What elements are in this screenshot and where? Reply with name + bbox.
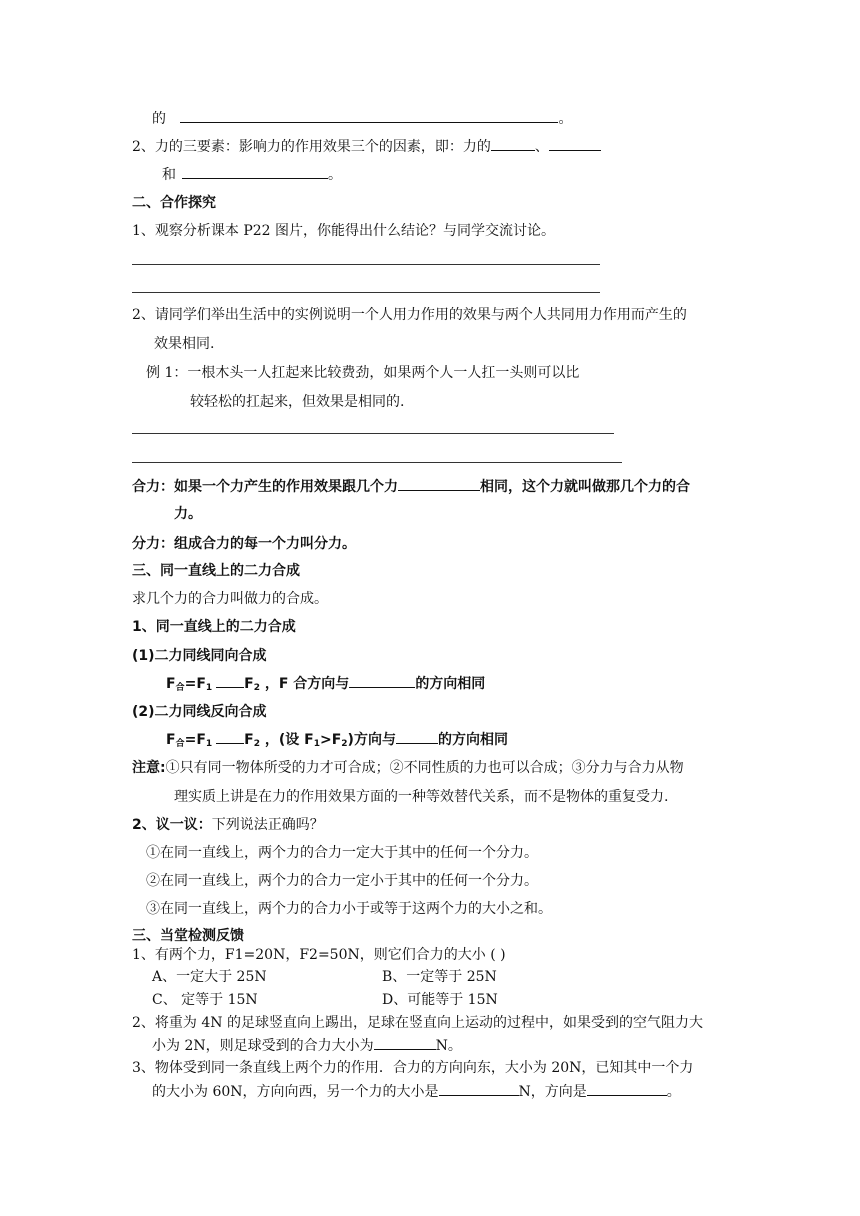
resultant-force-definition-cont: 力。 xyxy=(174,506,202,522)
answer-blank[interactable] xyxy=(216,673,244,688)
answer-rule[interactable] xyxy=(132,433,614,434)
separator: 、 xyxy=(534,139,549,155)
answer-blank[interactable] xyxy=(182,164,328,179)
answer-blank[interactable] xyxy=(587,1081,667,1096)
section-title: 三、同一直线上的二力合成 xyxy=(132,563,300,579)
component-force-definition: 分力：组成合力的每一个力叫分力。 xyxy=(132,536,356,552)
test-question-3-cont xyxy=(152,1081,681,1102)
formula-text: ，F 合方向与 xyxy=(264,676,350,692)
answer-blank[interactable] xyxy=(439,1081,519,1096)
opposite-direction-formula xyxy=(166,729,508,754)
composition-definition: 求几个力的合力叫做力的合成。 xyxy=(132,591,328,607)
answer-blank[interactable] xyxy=(349,673,415,688)
formula-text: =F xyxy=(184,732,206,748)
option-b[interactable]: B、一定等于 25N xyxy=(382,969,497,985)
question-text: 2、力的三要素：影响力的作用效果三个的因素，即：力的 xyxy=(132,139,491,155)
answer-rule[interactable] xyxy=(132,462,622,463)
same-direction-title: (1)二力同线同向合成 xyxy=(132,648,267,664)
formula-text: 的方向相同 xyxy=(415,676,486,692)
note-line-cont: 理实质上讲是在力的作用效果方面的一种等效替代关系，而不是物体的重复受力. xyxy=(174,789,669,805)
resultant-force-definition xyxy=(132,476,690,497)
formula-subscript: 合 xyxy=(175,683,185,693)
test-question-3: 3、物体受到同一条直线上两个力的作用．合力的方向向东，大小为 20N，已知其中一个力 xyxy=(132,1060,694,1076)
definition-text: 合力：如果一个力产生的作用效果跟几个力 xyxy=(132,479,398,495)
answer-rule[interactable] xyxy=(132,264,600,265)
formula-text: )方向与 xyxy=(347,732,396,748)
question-text: 的大小为 60N，方向向西，另一个力的大小是 xyxy=(152,1084,439,1100)
discussion-prompt xyxy=(132,815,324,835)
answer-blank[interactable] xyxy=(549,136,601,151)
answer-blank[interactable] xyxy=(491,136,535,151)
statement-3: ③在同一直线上，两个力的合力小于或等于这两个力的大小之和。 xyxy=(146,901,552,917)
question-text: 。 xyxy=(666,1084,681,1100)
question-text: 和 xyxy=(162,167,176,183)
question-observe: 1、观察分析课本 P22 图片，你能得出什么结论？与同学交流讨论。 xyxy=(132,223,556,239)
formula-subscript: 1 xyxy=(313,739,320,749)
test-question-1: 1、有两个力，F1=20N，F2=50N，则它们合力的大小 ( ) xyxy=(132,947,506,963)
line-suffix: 。 xyxy=(328,167,342,183)
formula-text: =F xyxy=(184,676,206,692)
example-text-cont: 较轻松的扛起来，但效果是相同的. xyxy=(190,394,405,410)
opposite-direction-title: (2)二力同线反向合成 xyxy=(132,704,267,720)
option-c[interactable]: C、 定等于 15N xyxy=(152,992,258,1008)
question-examples: 2、请同学们举出生活中的实例说明一个人用力作用的效果与两个人共同用力作用而产生的 xyxy=(132,307,687,323)
answer-blank[interactable] xyxy=(398,476,480,491)
subsection-title: 1、同一直线上的二力合成 xyxy=(132,619,296,635)
formula-text: F xyxy=(244,676,254,692)
formula-text: ，(设 F xyxy=(264,732,314,748)
question-text: 小为 2N，则足球受到的合力大小为 xyxy=(152,1038,374,1054)
section-title: 二、合作探究 xyxy=(132,195,216,211)
formula-subscript: 1 xyxy=(205,739,213,749)
formula-subscript: 2 xyxy=(341,739,348,749)
example-text: 例 1：一根木头一人扛起来比较费劲，如果两个人一人扛一头则可以比 xyxy=(146,365,580,381)
note-label: 注意: xyxy=(132,760,166,776)
formula-subscript: 2 xyxy=(253,683,260,693)
formula-text: >F xyxy=(319,732,342,748)
answer-rule[interactable] xyxy=(132,292,600,293)
statement-2: ②在同一直线上，两个力的合力一定小于其中的任何一个分力。 xyxy=(146,873,538,889)
formula-subscript: 合 xyxy=(175,739,185,749)
line-suffix: 。 xyxy=(558,111,573,127)
question-text: N，方向是 xyxy=(518,1084,587,1100)
formula-text: 的方向相同 xyxy=(437,732,508,748)
question-examples-cont: 效果相同. xyxy=(154,336,215,352)
answer-blank[interactable] xyxy=(374,1035,436,1050)
formula-text: F xyxy=(166,732,176,748)
statement-1: ①在同一直线上，两个力的合力一定大于其中的任何一个分力。 xyxy=(146,845,538,861)
three-elements-question xyxy=(132,136,601,157)
formula-text: F xyxy=(244,732,254,748)
same-direction-formula xyxy=(166,673,485,698)
note-text: ①只有同一物体所受的力才可合成；②不同性质的力也可以合成；③分力与合力从物 xyxy=(165,760,684,776)
test-question-2-cont xyxy=(152,1035,462,1056)
line-prefix: 的 xyxy=(152,111,166,127)
option-d[interactable]: D、可能等于 15N xyxy=(382,992,498,1008)
answer-blank[interactable] xyxy=(396,729,438,744)
formula-subscript: 2 xyxy=(253,739,260,749)
test-question-2: 2、将重为 4N 的足球竖直向上踢出，足球在竖直向上运动的过程中，如果受到的空气阻力大 xyxy=(132,1015,703,1031)
definition-text: 相同，这个力就叫做那几个力的合 xyxy=(480,479,690,495)
answer-blank[interactable] xyxy=(216,729,244,744)
section-title: 三、当堂检测反馈 xyxy=(132,928,244,944)
question-text: N。 xyxy=(435,1038,462,1054)
discussion-question: 下列说法正确吗？ xyxy=(211,817,324,833)
three-elements-question-cont xyxy=(162,164,342,185)
answer-line-row xyxy=(152,108,572,129)
discussion-label: 2、议一议： xyxy=(132,817,212,833)
note-line xyxy=(132,758,684,778)
option-a[interactable]: A、一定大于 25N xyxy=(152,969,267,985)
formula-subscript: 1 xyxy=(205,683,213,693)
answer-blank[interactable] xyxy=(180,108,558,123)
formula-text: F xyxy=(166,676,176,692)
